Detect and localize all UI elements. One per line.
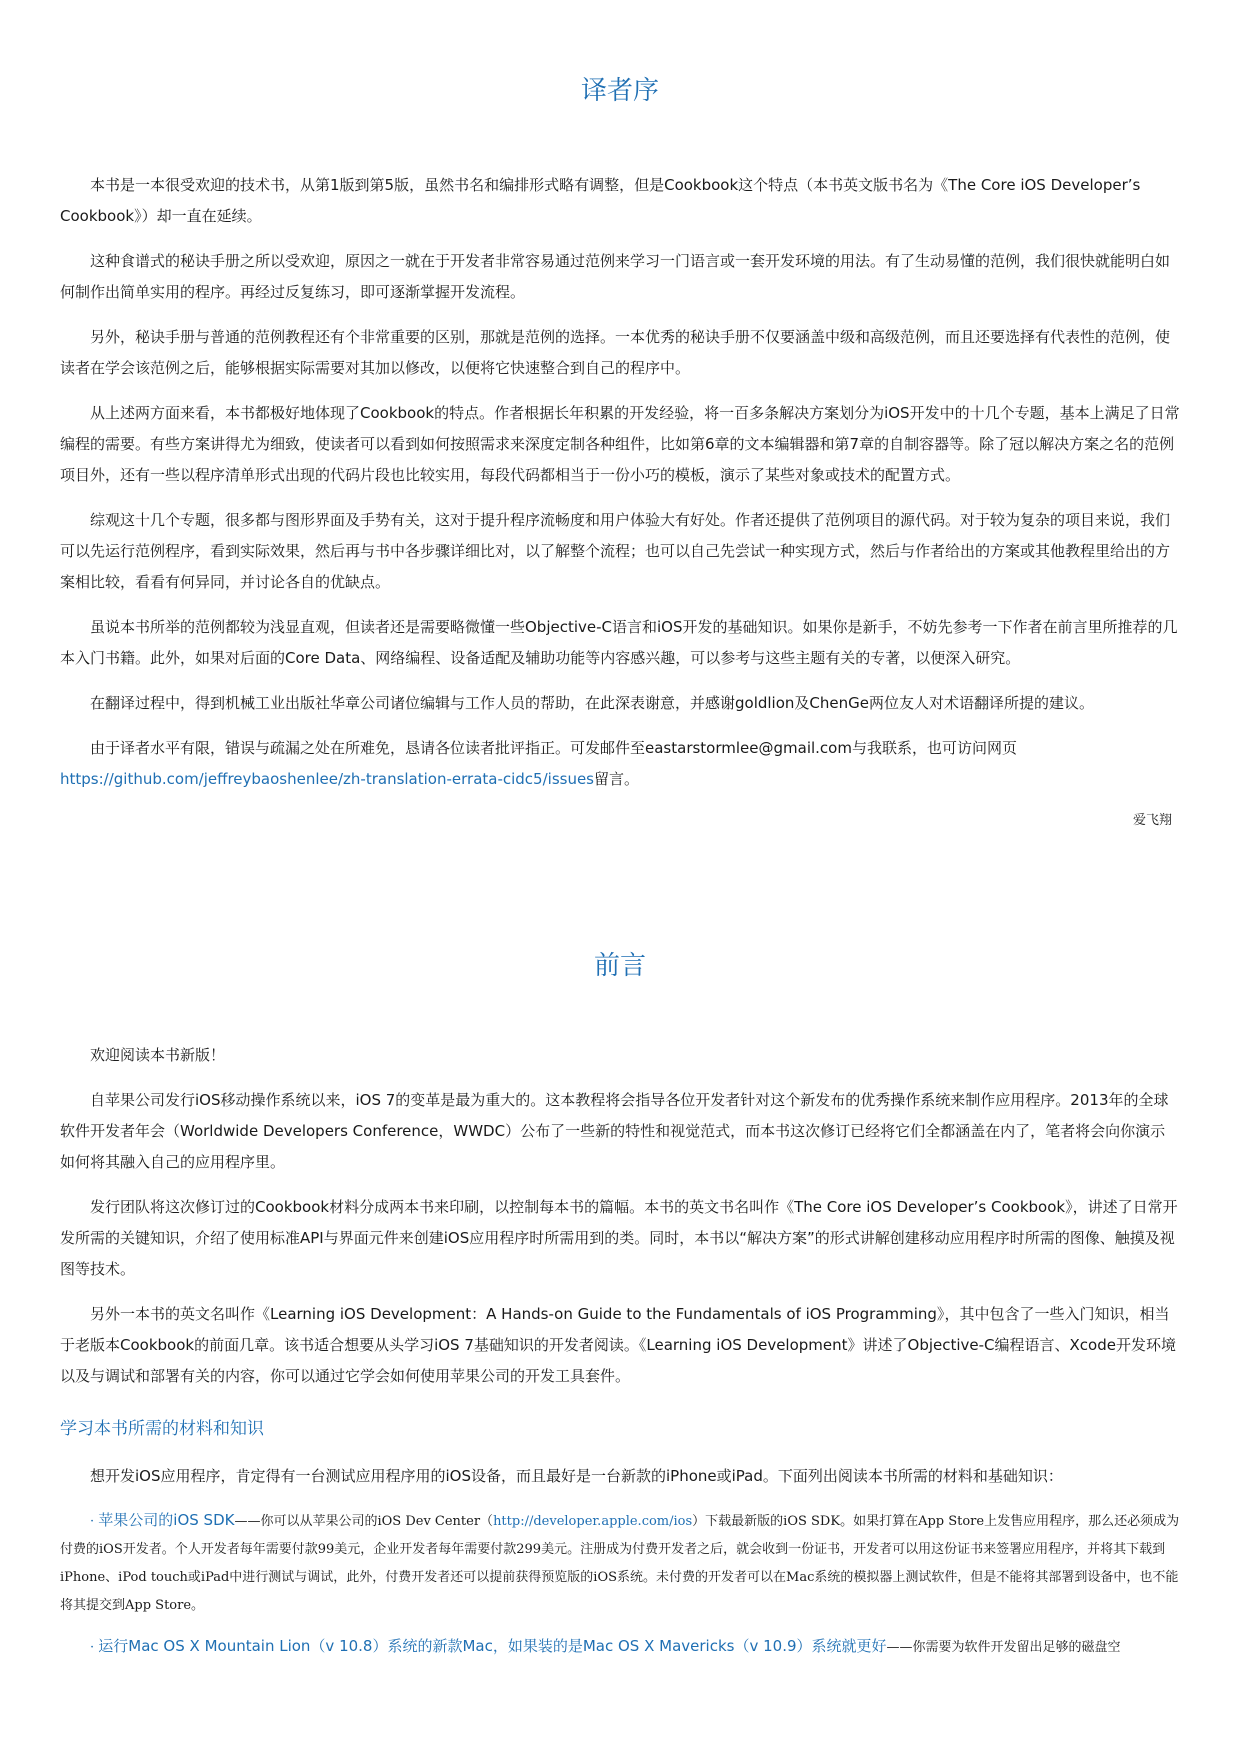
bullet-marker: · — [90, 1514, 95, 1529]
translator-preface-title: 译者序 — [580, 76, 659, 106]
paragraph: 自苹果公司发行iOS移动操作系统以来，iOS 7的变革是最为重大的。这本教程将会指导各位开发者针对这个新发布的优秀操作系统来制作应用程序。2013年的全球软件开发者年会（Worldwide Developers Conference，WWDC）公布了一些新的特性和视觉范式，而本书这次修订已经将它们全都涵盖在内了，笔者将会向你演示如何将其融入自己的应用程序里。 — [60, 1091, 1169, 1171]
paragraph: 综观这十几个专题，很多都与图形界面及手势有关，这对于提升程序流畅度和用户体验大有好处。作者还提供了范例项目的源代码。对于较为复杂的项目来说，我们可以先运行范例程序，看到实际效果，然后再与书中各步骤详细比对，以了解整个流程；也可以自己先尝试一种实现方式，然后与作者给出的方案或其他教程里给出的方案相比较，看看有何异同，并讨论各自的优缺点。 — [60, 511, 1171, 591]
bullet-heading: 运行Mac OS X Mountain Lion（v 10.8）系统的新款Mac，如果装的是Mac OS X Mavericks（v 10.9）系统就更好 — [98, 1637, 887, 1655]
errata-link[interactable]: https://github.com/jeffreybaoshenlee/zh-translation-errata-cidc5/issues — [60, 770, 594, 788]
paragraph: 想开发iOS应用程序，肯定得有一台测试应用程序用的iOS设备，而且最好是一台新款的iPhone或iPad。下面列出阅读本书所需的材料和基础知识： — [90, 1467, 1063, 1485]
paragraph: 在翻译过程中，得到机械工业出版社华章公司诸位编辑与工作人员的帮助，在此深表谢意，并感谢goldlion及ChenGe两位友人对术语翻译所提的建议。 — [90, 694, 1094, 712]
contact-paragraph — [60, 733, 1180, 795]
paragraph: 欢迎阅读本书新版！ — [90, 1046, 226, 1064]
paragraph: 本书是一本很受欢迎的技术书，从第1版到第5版，虽然书名和编排形式略有调整，但是Cookbook这个特点（本书英文版书名为《The Core iOS Developer’s Cookbook》）却一直在延续。 — [60, 176, 1141, 225]
bullet-heading: 苹果公司的iOS SDK — [98, 1511, 235, 1529]
section-subheading: 学习本书所需的材料和知识 — [60, 1419, 264, 1439]
list-item — [60, 1506, 1180, 1620]
preface-body — [60, 1040, 1180, 1674]
apple-dev-link[interactable]: http://developer.apple.com/ios — [493, 1514, 693, 1529]
paragraph: 另外一本书的英文名叫作《Learning iOS Development：A Hands-on Guide to the Fundamentals of iOS Programming》，其中包含了一些入门知识，相当于老版本Cookbook的前面几章。该书适合想要从头学习iOS 7基础知识的开发者阅读。《Learning iOS Development》讲述了Objective-C编程语言、Xcode开发环境以及与调试和部署有关的内容，你可以通过它学会如何使用苹果公司的开发工具套件。 — [60, 1305, 1176, 1385]
paragraph: 发行团队将这次修订过的Cookbook材料分成两本书来印刷，以控制每本书的篇幅。本书的英文书名叫作《The Core iOS Developer’s Cookbook》，讲述了日常开发所需的关键知识，介绍了使用标准API与界面元件来创建iOS应用程序时所需用到的类。同时，本书以“解决方案”的形式讲解创建移动应用程序时所需的图像、触摸及视图等技术。 — [60, 1198, 1178, 1278]
contact-text: 由于译者水平有限，错误与疏漏之处在所难免，恳请各位读者批评指正。可发邮件至eastarstormlee@gmail.com与我联系，也可访问网页 — [90, 739, 1017, 757]
preface-title: 前言 — [593, 951, 646, 981]
paragraph: 虽说本书所举的范例都较为浅显直观，但读者还是需要略微懂一些Objective-C语言和iOS开发的基础知识。如果你是新手，不妨先参考一下作者在前言里所推荐的几本入门书籍。此外，如果对后面的Core Data、网络编程、设备适配及辅助功能等内容感兴趣，可以参考与这些主题有关的专著，以便深入研究。 — [60, 618, 1178, 667]
list-item — [60, 1632, 1180, 1662]
bullet-text: ——你可以从苹果公司的iOS Dev Center（ — [234, 1514, 494, 1529]
translator-preface-body — [60, 170, 1180, 828]
bullet-marker: · — [90, 1640, 95, 1655]
paragraph: 另外，秘诀手册与普通的范例教程还有个非常重要的区别，那就是范例的选择。一本优秀的秘诀手册不仅要涵盖中级和高级范例，而且还要选择有代表性的范例，使读者在学会该范例之后，能够根据实际需要对其加以修改，以便将它快速整合到自己的程序中。 — [60, 328, 1171, 377]
bullet-text: ——你需要为软件开发留出足够的磁盘空 — [886, 1640, 1121, 1655]
paragraph: 从上述两方面来看，本书都极好地体现了Cookbook的特点。作者根据长年积累的开发经验，将一百多条解决方案划分为iOS开发中的十几个专题，基本上满足了日常编程的需要。有些方案讲得尤为细致，使读者可以看到如何按照需求来深度定制各种组件，比如第6章的文本编辑器和第7章的自制容器等。除了冠以解决方案之名的范例项目外，还有一些以程序清单形式出现的代码片段也比较实用，每段代码都相当于一份小巧的模板，演示了某些对象或技术的配置方式。 — [60, 404, 1180, 484]
contact-text-end: 留言。 — [594, 770, 640, 788]
bullet-text-end: ）下载最新版的iOS SDK。如果打算在App Store上发售应用程序，那么还必须成为付费的iOS开发者。个人开发者每年需要付款99美元，企业开发者每年需要付款299美元。注册成为付费开发者之后，就会收到一份证书，开发者可以用这份证书来签署应用程序，并将其下载到iPhone、iPod touch或iPad中进行测试与调试，此外，付费开发者还可以提前获得预览版的iOS系统。未付费的开发者可以在Mac系统的模拟器上测试软件，但是不能将其部署到设备中，也不能将其提交到App Store。 — [60, 1514, 1180, 1613]
paragraph: 这种食谱式的秘诀手册之所以受欢迎，原因之一就在于开发者非常容易通过范例来学习一门语言或一套开发环境的用法。有了生动易懂的范例，我们很快就能明白如何制作出简单实用的程序。再经过反复练习，即可逐渐掌握开发流程。 — [60, 252, 1171, 301]
translator-signature: 爱飞翔 — [1132, 813, 1172, 828]
